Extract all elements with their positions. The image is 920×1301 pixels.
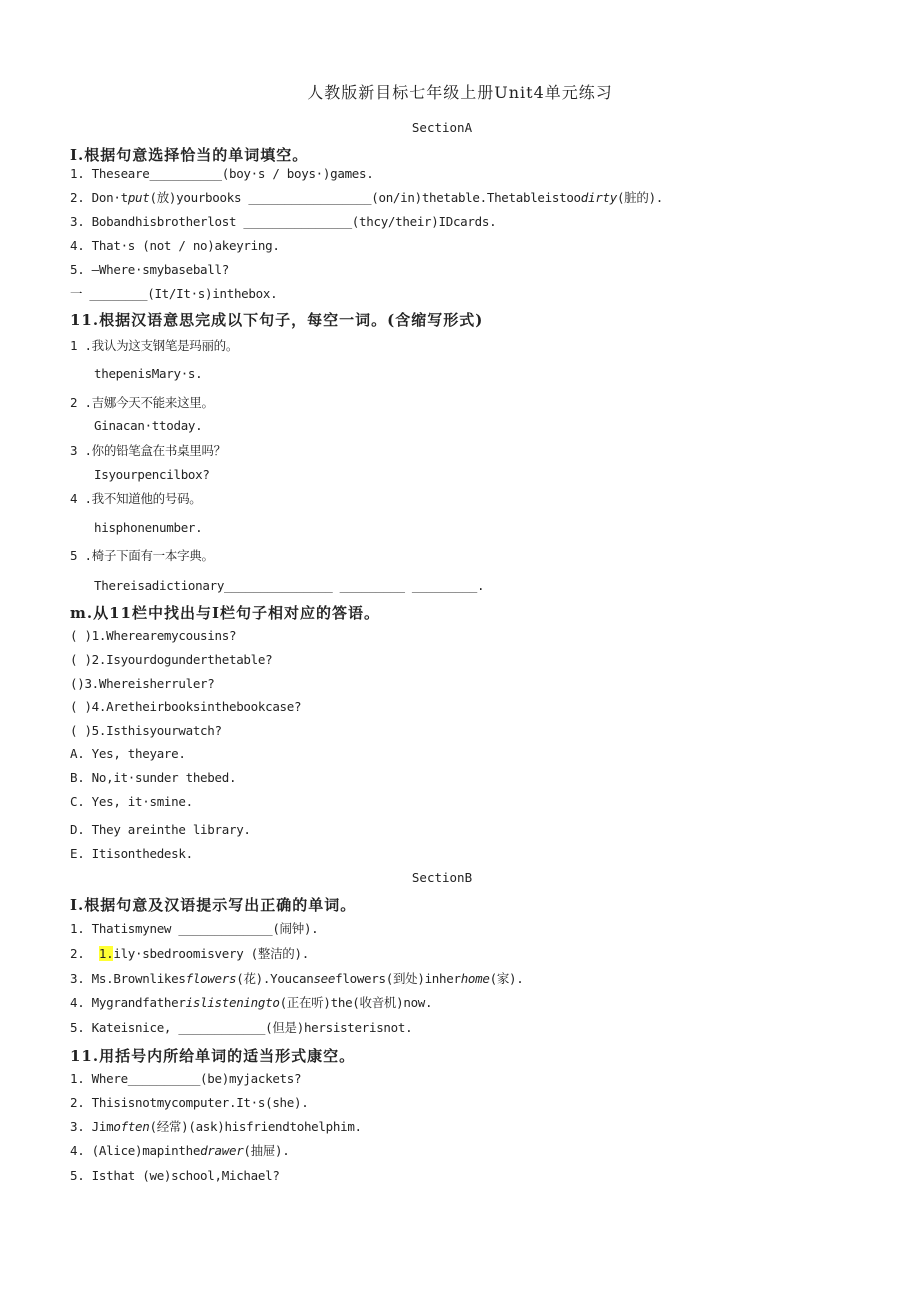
a1-item-1: 1. Theseare__________(boy·s / boys·)games. (70, 166, 374, 181)
a1-item-5-answer: 一 ________(It/It·s)inthebox. (70, 286, 278, 301)
section-a-part1-heading: I.根据句意选择恰当的单词填空。 (70, 146, 309, 164)
b1-item-3-a: 3. Ms.Brownlikes (70, 971, 186, 986)
section-b-part1-heading: I.根据句意及汉语提示写出正确的单词。 (70, 896, 357, 914)
b2-item-3 (70, 1119, 362, 1135)
b2-item-1: 1. Where__________(be)myjackets? (70, 1071, 302, 1086)
a3-question-3: ()3.Whereisherruler? (70, 676, 215, 691)
a2-item-4-zh: 4 .我不知道他的号码。 (70, 491, 202, 506)
b1-item-3-b: flowers (185, 971, 237, 986)
a2-item-3-en: Isyourpencilbox? (94, 467, 210, 482)
b2-item-3-c: (经常)(ask)hisfriendtohelphim. (149, 1119, 362, 1134)
a1-item-2-italic1: put (127, 190, 150, 205)
b1-item-5: 5. Kateisnice, ____________(但是)hersisterisnot. (70, 1020, 413, 1035)
b2-item-2: 2. Thisisnotmycomputer.It·s(she). (70, 1095, 309, 1110)
b1-item-4-a: 4. Mygrandfather (70, 995, 186, 1010)
a1-item-2-mid: (放)yourbooks _________________(on/in)thetable.Thetableistoo (149, 190, 581, 205)
b1-item-2-num: 2. (70, 946, 85, 961)
a3-question-4: ( )4.Aretheirbooksinthebookcase? (70, 699, 302, 714)
b2-item-4-c: (抽屉). (243, 1143, 290, 1158)
a2-item-2-en: Ginacan·ttoday. (94, 418, 203, 433)
b1-item-3 (70, 971, 524, 987)
section-b-part2-heading: 11.用括号内所给单词的适当形式康空。 (70, 1047, 356, 1065)
b1-item-2-highlight: 1. (98, 946, 114, 961)
b1-item-2 (70, 946, 309, 962)
b1-item-4 (70, 995, 432, 1011)
a1-item-2-end: (脏的). (616, 190, 664, 205)
b2-item-3-b: often (113, 1119, 150, 1134)
b1-item-4-c: (正在听)the(收音机)now. (279, 995, 433, 1010)
a2-item-1-zh: 1 .我认为这支钢笔是玛丽的。 (70, 338, 239, 353)
page-title: 人教版新目标七年级上册Unit4单元练习 (307, 83, 613, 102)
section-a-label: SectionA (411, 120, 473, 135)
a1-item-5: 5. —Where·smybaseball? (70, 262, 229, 277)
a3-question-1: ( )1.Wherearemycousins? (70, 628, 237, 643)
a3-answer-b: B. No,it·sunder thebed. (70, 770, 237, 785)
a3-question-5: ( )5.Isthisyourwatch? (70, 723, 222, 738)
b2-item-4-a: 4. (Alice)mapinthe (70, 1143, 201, 1158)
b1-item-1: 1. Thatismynew _____________(闹钟). (70, 921, 319, 936)
b1-item-3-c: (花).Youcan (236, 971, 314, 986)
b1-item-3-e: flowers(到处)inher (335, 971, 461, 986)
a2-item-4-en: hisphonenumber. (94, 520, 203, 535)
b2-item-4 (70, 1143, 290, 1159)
b2-item-3-a: 3. Jim (70, 1119, 114, 1134)
a3-answer-e: E. Itisonthedesk. (70, 846, 193, 861)
b1-item-3-d: see (313, 971, 336, 986)
a2-item-2-zh: 2 .吉娜今天不能来这里。 (70, 395, 214, 410)
a2-item-1-en: thepenisMary·s. (94, 366, 203, 381)
a2-item-5-en: Thereisadictionary_______________ _________ _________. (94, 578, 485, 593)
a3-answer-a: A. Yes, theyare. (70, 746, 186, 761)
section-b-label: SectionB (411, 870, 473, 885)
a2-item-5-zh: 5 .椅子下面有一本字典。 (70, 548, 214, 563)
a1-item-2-italic2: dirty (580, 190, 617, 205)
b1-item-3-g: (家). (489, 971, 524, 986)
section-a-part2-heading: 11.根据汉语意思完成以下句子，每空一词。(含缩写形式) (70, 311, 484, 329)
b2-item-5: 5. Isthat (we)school,Michael? (70, 1168, 280, 1183)
a1-item-3: 3. Bobandhisbrotherlost _______________(thcy/their)IDcards. (70, 214, 497, 229)
b1-item-4-b: islisteningto (185, 995, 280, 1010)
b2-item-4-b: drawer (200, 1143, 244, 1158)
section-a-part3-heading: m.从11栏中找出与I栏句子相对应的答语。 (70, 604, 380, 622)
a3-question-2: ( )2.Isyourdogunderthetable? (70, 652, 273, 667)
b1-item-2-rest: ily·sbedroomisvery (整洁的). (113, 946, 309, 961)
a3-answer-c: C. Yes, it·smine. (70, 794, 193, 809)
a2-item-3-zh: 3 .你的铅笔盒在书桌里吗？ (70, 443, 226, 458)
a3-answer-d: D. They areinthe library. (70, 822, 251, 837)
a1-item-4: 4. That·s (not / no)akeyring. (70, 238, 280, 253)
a1-item-2 (70, 190, 663, 206)
a1-item-2-start: 2. Don·t (70, 190, 128, 205)
b1-item-3-f: home (460, 971, 490, 986)
